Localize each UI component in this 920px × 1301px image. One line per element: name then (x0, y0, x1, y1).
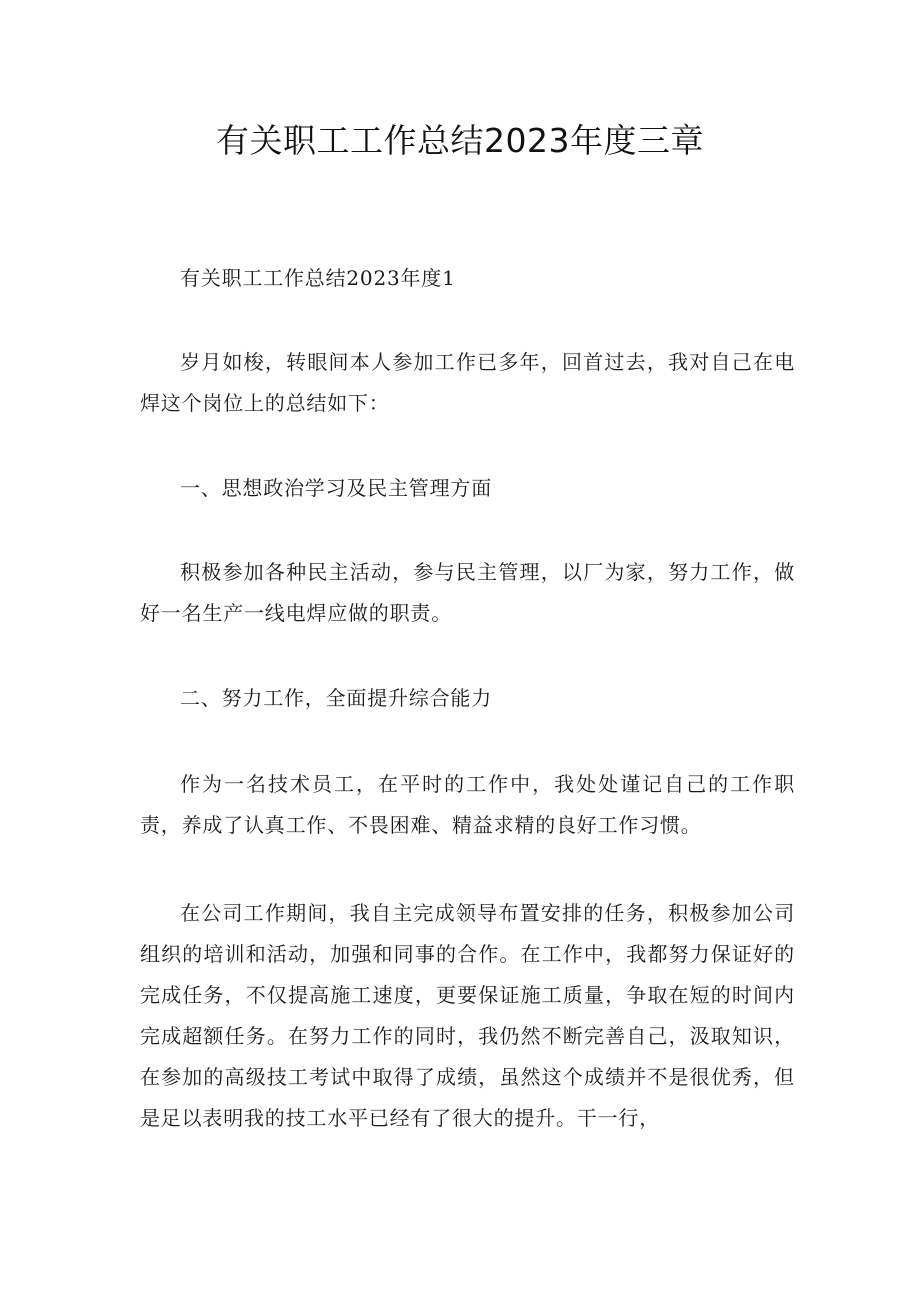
paragraph-democratic: 积极参加各种民主活动，参与民主管理，以厂为家，努力工作，做好一名生产一线电焊应做的职责。 (140, 560, 795, 625)
section-heading: 有关职工工作总结2023年度1 (180, 266, 456, 290)
paragraph-work-period: 在公司工作期间，我自主完成领导布置安排的任务，积极参加公司组织的培训和活动，加强和同事的合作。在工作中，我都努力保证好的完成任务，不仅提高施工速度，更要保证施工质量，争取在短的时间内完成超额任务。在努力工作的同时，我仍然不断完善自己，汲取知识，在参加的高级技工考试中取得了成绩，虽然这个成绩并不是很优秀，但是足以表明我的技工水平已经有了很大的提升。干一行， (140, 901, 795, 1130)
paragraph-technical: 作为一名技术员工，在平时的工作中，我处处谨记自己的工作职责，养成了认真工作、不畏困难、精益求精的良好工作习惯。 (140, 772, 795, 837)
paragraph-intro: 岁月如梭，转眼间本人参加工作已多年，回首过去，我对自己在电焊这个岗位上的总结如下： (140, 350, 795, 415)
document-title: 有关职工工作总结2023年度三章 (216, 121, 704, 160)
subheading-2: 二、努力工作，全面提升综合能力 (180, 686, 492, 710)
subheading-1: 一、思想政治学习及民主管理方面 (180, 476, 492, 500)
